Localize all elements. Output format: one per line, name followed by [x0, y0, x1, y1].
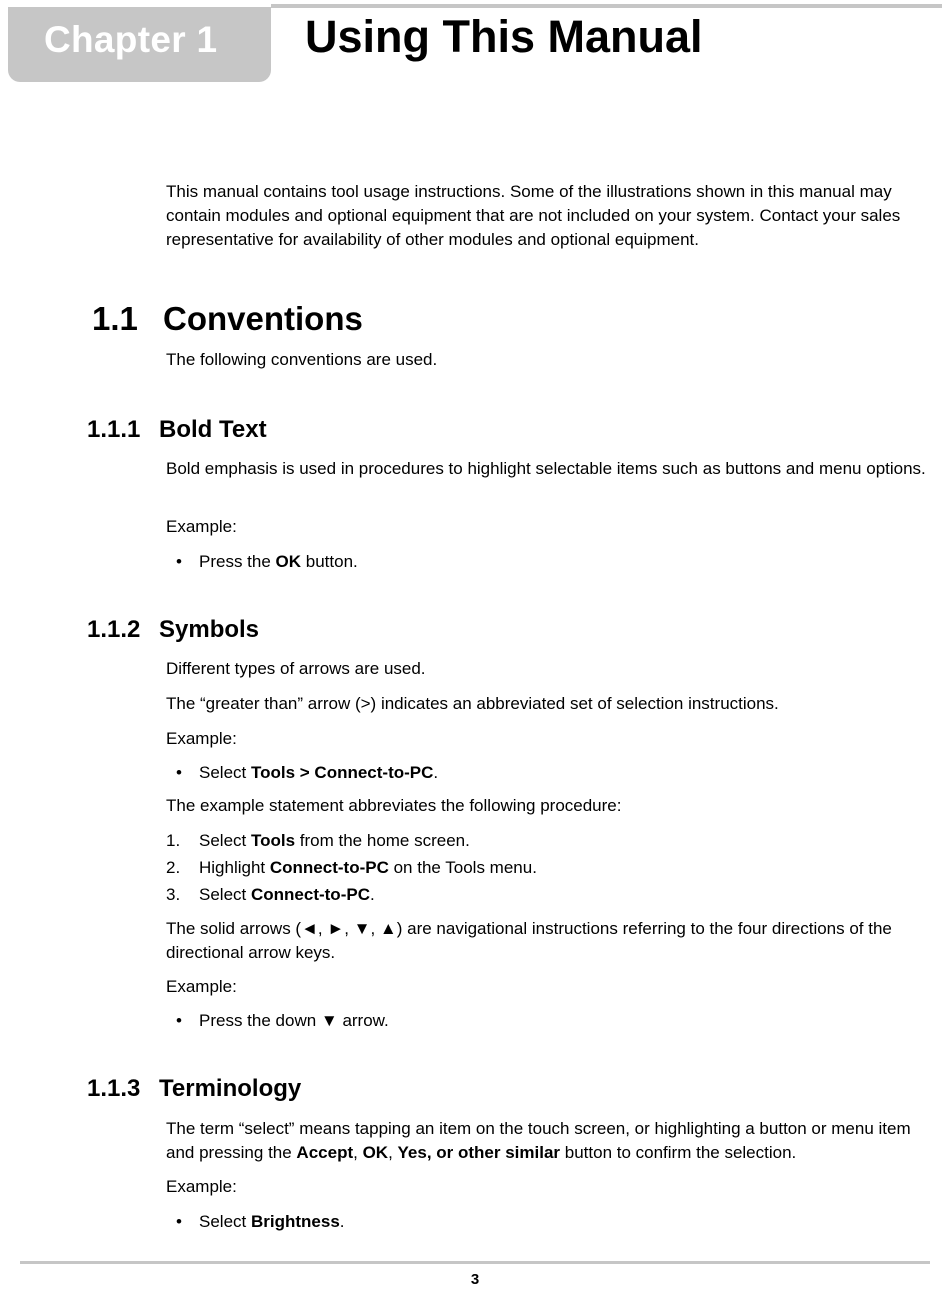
subsection-heading-terminology [87, 1074, 301, 1104]
example-label: Example: [166, 729, 237, 748]
list-item: • Select Tools > Connect-to-PC. [176, 761, 438, 785]
subsection-title: Symbols [159, 616, 260, 643]
subsection-heading-symbols [87, 615, 259, 645]
bullet-dot: • [176, 1212, 182, 1231]
chapter-tab [8, 7, 271, 82]
list-item: • Press the OK button. [176, 550, 358, 574]
subsection-title: Terminology [159, 1075, 302, 1102]
example-label: Example: [166, 977, 237, 996]
symbols-paragraph-2: The “greater than” arrow (>) indicates an abbreviated set of selection instructions. [166, 694, 779, 713]
subsection-title: Bold Text [159, 416, 267, 443]
bullet-dot: • [176, 763, 182, 782]
section-title: Conventions [163, 300, 363, 337]
chapter-label: Chapter 1 [44, 19, 218, 60]
example-label: Example: [166, 517, 237, 536]
symbols-paragraph-1: Different types of arrows are used. [166, 659, 426, 678]
subsection-number: 1.1.2 [87, 616, 141, 643]
subsection-number: 1.1.3 [87, 1075, 141, 1102]
subsection-heading-bold-text [87, 415, 267, 445]
symbols-paragraph-4: The solid arrows (◄, ►, ▼, ▲) are navigational instructions referring to the four directions of the directional arrow keys. [166, 919, 892, 962]
list-item: • Select Brightness. [176, 1210, 345, 1234]
chapter-title: Using This Manual [305, 11, 703, 62]
bullet-dot: • [176, 1011, 182, 1030]
header-rule [271, 4, 942, 8]
conventions-paragraph: The following conventions are used. [166, 350, 438, 369]
section-number: 1.1 [92, 300, 138, 337]
numbered-step: 1. Select Tools from the home screen. [166, 831, 470, 850]
symbols-paragraph-3: The example statement abbreviates the following procedure: [166, 796, 622, 815]
terminology-paragraph: The term “select” means tapping an item on the touch screen, or highlighting a button or menu item and pressing the Accept, OK, Yes, or other similar button to confirm the selection. [166, 1119, 911, 1162]
page-number: 3 [470, 1271, 480, 1288]
subsection-number: 1.1.1 [87, 416, 141, 443]
list-item: • Press the down ▼ arrow. [176, 1009, 389, 1033]
bullet-dot: • [176, 552, 182, 571]
example-label: Example: [166, 1177, 237, 1196]
section-heading-conventions [92, 299, 363, 339]
intro-paragraph: This manual contains tool usage instructions. Some of the illustrations shown in this manual may contain modules and optional equipment that are not included on your system. Contact your sales representative for availability of other modules and optional equipment. [166, 182, 901, 249]
numbered-step: 3. Select Connect-to-PC. [166, 885, 375, 904]
footer-rule [20, 1261, 930, 1264]
numbered-step: 2. Highlight Connect-to-PC on the Tools menu. [166, 858, 537, 877]
bold-text-paragraph: Bold emphasis is used in procedures to highlight selectable items such as buttons and menu options. [166, 459, 926, 478]
